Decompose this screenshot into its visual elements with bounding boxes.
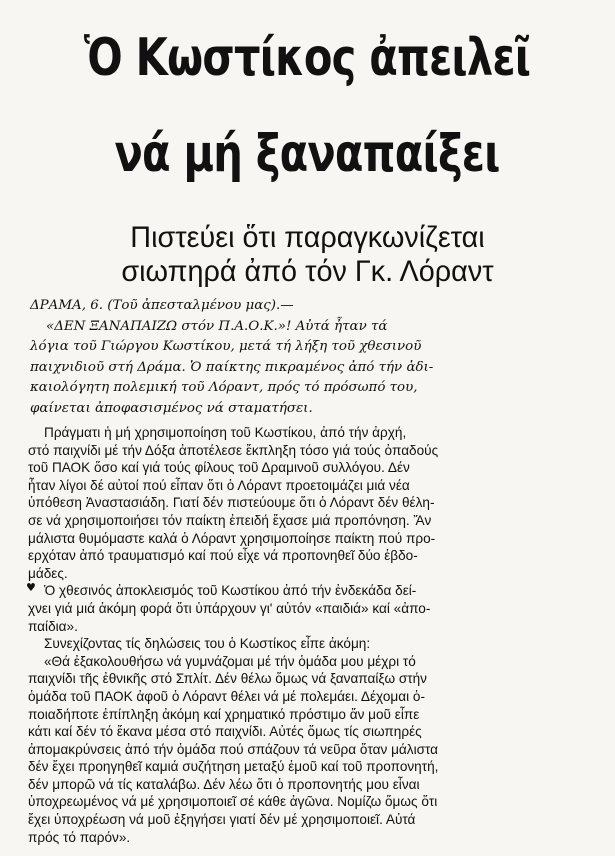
body-line: δέν ἔχει προηγηθεῖ καμιά συζήτηση μεταξύ ἐμοῦ καί τοῦ προπονητή,: [28, 759, 439, 775]
lead-line: παιχνιδιοῦ στή Δράμα. Ὁ παίκτης πικραμένος ἀπό τήν ἀδι-: [30, 359, 434, 375]
headline-line-2: νά μή ξαναπαίξει: [114, 124, 500, 184]
subheadline-line-1: Πιστεύει ὅτι παραγκωνίζεται: [130, 221, 485, 254]
body-line: στό παιχνίδι μέ τήν Δόξα ἀποτέλεσε ἔκπληξη τόσο γιά τούς ὀπαδούς: [28, 442, 439, 458]
subheadline-line-2: σιωπηρά ἀπό τόν Γκ. Λόραντ: [121, 255, 494, 288]
body-line: μάλιστα θυμόμαστε καλά ὁ Λόραντ χρησιμοποίησε παίκτη πού προ-: [28, 530, 436, 546]
body-line: Ὁ χθεσινός ἀποκλεισμός τοῦ Κωστίκου ἀπό τήν ἐνδεκάδα δεί-: [44, 583, 417, 599]
body-line: παίδια».: [28, 618, 78, 634]
body-line: ὑπόθεση Ἀναστασιάδη. Γιατί δέν πιστεύουμε ὅτι ὁ Λόραντ δέν θέλη-: [28, 495, 435, 511]
article-body: [28, 424, 598, 846]
heart-bullet-icon: ♥: [26, 581, 36, 594]
body-line: ἔχει ὑποχρέωση νά μοῦ ἐξηγήσει γιατί δέν μέ χρησιμοποιεῖ. Αὐτά: [28, 812, 416, 828]
body-line: «Θά ἐξακολουθήσω νά γυμνάζομαι μέ τήν ὁμάδα μου μέχρι τό: [44, 653, 416, 669]
body-line: ὑποχρεωμένος νά μέ χρησιμοποιεῖ σέ κάθε ἀγῶνα. Νομίζω ὅμως ὅτι: [28, 794, 438, 810]
lead-paragraph: [30, 296, 590, 419]
body-line: Συνεχίζοντας τίς δηλώσεις του ὁ Κωστίκος εἶπε ἀκόμη:: [44, 636, 371, 652]
body-line: ερχόταν ἀπό τραυματισμό καί πού εἶχε νά προπονηθεῖ δύο ἑβδο-: [28, 548, 418, 564]
lead-line: «ΔΕΝ ΞΑΝΑΠΑΙΖΩ στόν Π.Α.Ο.Κ.»! Αὐτά ἦταν τά: [46, 318, 388, 334]
body-line: τοῦ ΠΑΟΚ ὅσο καί γιά τούς φίλους τοῦ Δραμινοῦ συλλόγου. Δέν: [28, 460, 410, 476]
lead-line: φαίνεται ἀποφασισμένος νά σταματήσει.: [30, 400, 313, 416]
lead-line: λόγια τοῦ Γιώργου Κωστίκου, μετά τή λήξη τοῦ χθεσινοῦ: [30, 339, 422, 354]
body-line: μάδες.: [28, 565, 68, 581]
body-line: πρός τό παρόν».: [28, 829, 131, 845]
body-line: κάτι καί δέν τό ἔκανα μέσα στό παιχνίδι. Αὐτές ὅμως τίς σιωπηρές: [28, 724, 422, 740]
body-line: ὁμάδα τοῦ ΠΑΟΚ ἀφοῦ ὁ Λόραντ θέλει νά μέ πολεμάει. Δέχομαι ὁ-: [28, 688, 425, 704]
lead-line: καιολόγητη πολεμική τοῦ Λόραντ, πρός τό πρόσωπό του,: [30, 380, 418, 395]
lead-line: ΔΡΑΜΑ, 6. (Τοῦ ἀπεσταλμένου μας).—: [30, 298, 294, 313]
body-line: Πράγματι ἡ μή χρησιμοποίηση τοῦ Κωστίκου, ἀπό τήν ἀρχή,: [44, 425, 407, 440]
body-line: ἀπομακρύνσεις ἀπό τήν ὁμάδα πού σπάζουν τά νεῦρα ὅταν μάλιστα: [28, 741, 439, 757]
body-line: χνει γιά μιά ἀκόμη φορά ὅτι ὑπάρχουν γι' αὐτόν «παιδιά» καί «ἀπο-: [28, 600, 431, 616]
body-line: σε νά χρησιμοποιήσει τόν παίκτη ἐπειδή ἔχασε μιά προπόνηση. Ἄν: [28, 512, 432, 528]
body-line: ἦταν λίγοι δέ αὐτοί πού εἶπαν ὅτι ὁ Λόραντ προετοιμάζει μιά νέα: [28, 477, 410, 493]
body-line: παιχνίδι τῆς ἐθνικῆς στό Σπλίτ. Δέν θέλω ὅμως νά ξαναπαίξω στήν: [28, 671, 427, 687]
headline-line-1: Ὁ Κωστίκος ἀπειλεῖ: [83, 28, 531, 88]
body-line: ποιαδήποτε ἐπίπληξη ἀκόμη καί χρηματικό πρόστιμο ἄν μοῦ εἶπε: [28, 706, 420, 722]
body-line: δέν μπορῶ νά τίς καταλάβω. Δέν λέω ὅτι ὁ προπονητής μου εἶναι: [28, 776, 420, 792]
